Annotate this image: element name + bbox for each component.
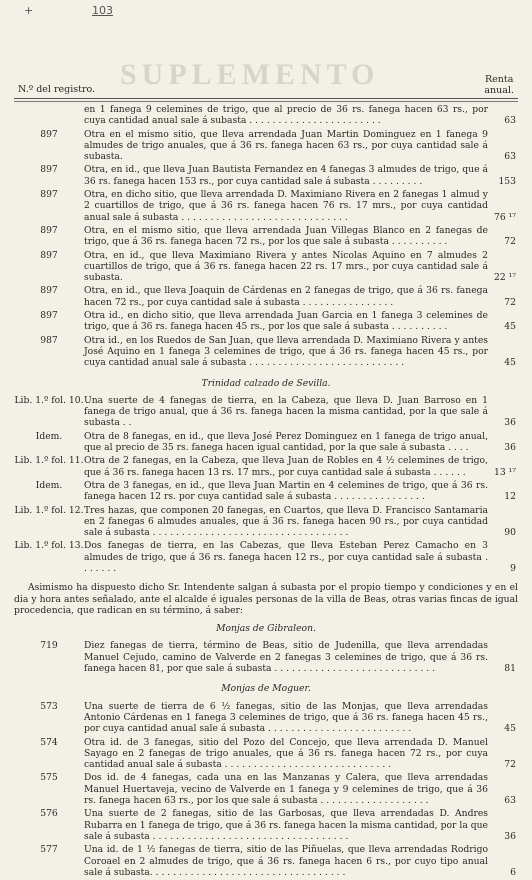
entry-register-number: 897 — [40, 128, 58, 140]
entry-text: Otra en el mismo sitio, que lleva arrendada Juan Martin Dominguez en 1 fanega 9 almudes de trigo anuales, que á 36 rs. fanega hacen 63 rs., por cuya cantidad sale á subasta. — [84, 128, 488, 163]
register-entry — [14, 189, 518, 223]
register-entry — [14, 285, 518, 308]
entry-text: Otra id., en dicho sitio, que lleva arrendada Juan Garcia en 1 fanega 3 celemines de trigo, que á 36 rs. fanega hacen 45 rs., por los que sale á subasta . . . . . . . . . . — [84, 310, 488, 333]
entry-text: Una id. de 1 ½ fanegas de tierra, sitio de las Piñuelas, que lleva arrendadas Rodrigo Coroael en 2 almudes de trigo, que á 36 rs. fanega hacen 6 rs., por cuyo tipo anual sale á subasta. . . . . . . . . . . . . . . . . . . . . . . . . . . . . . . . . . — [84, 844, 488, 878]
register-entry — [14, 455, 518, 478]
entry-register-number: 897 — [40, 249, 58, 261]
annual-rent-header-line1: Renta — [485, 74, 514, 85]
register-entry — [14, 737, 518, 771]
entry-text: Una suerte de 4 fanegas de tierra, en la Cabeza, que lleva D. Juan Barroso en 1 fanega de trigo anual, que á 36 rs. fanega hacen la misma cantidad, por la que sale á subasta . . — [84, 394, 488, 429]
header-rule — [14, 98, 518, 99]
entry-amount: 153 — [498, 175, 516, 187]
entry-amount: 36 — [504, 830, 516, 842]
entry-register-number: 575 — [40, 772, 58, 784]
entry-amount: 22 ¹⁷ — [494, 272, 516, 284]
entry-register-number: 576 — [40, 808, 58, 820]
entry-register-number: 719 — [40, 640, 58, 652]
entry-amount: 12 — [504, 491, 516, 503]
entry-text: Otra de 3 fanegas, en id., que lleva Juan Martin en 4 celemines de trigo, que á 36 rs. fanega hacen 12 rs. por cuya cantidad sale á subasta . . . . . . . . . . . . . . . . — [84, 479, 488, 503]
entry-text: Otra, en el mismo sitio, que lleva arrendada Juan Villegas Blanco en 2 fanegas de trigo, que á 36 rs. fanega hacen 72 rs., por los que sale á subasta . . . . . . . . . . — [84, 224, 488, 248]
document-body — [14, 104, 518, 880]
register-entry — [14, 701, 518, 735]
entry-text: Dos id. de 4 fanegas, cada una en las Manzanas y Calera, que lleva arrendadas Manuel Huertaveja, vecino de Valverde en 1 fanega y 9 celemines de trigo, que á 36 rs. fanega hacen 63 rs., por los que sale á subasta . . . . . . . . . . . . . . . . . . . — [84, 772, 488, 807]
register-entry — [14, 808, 518, 842]
entry-register-number: Lib. 1.º fol. 12. — [14, 504, 84, 516]
entry-register-number: 574 — [40, 736, 58, 748]
entry-text: Otra id. de 3 fanegas, sitio del Pozo del Concejo, que lleva arrendada D. Manuel Sayago en 2 fanegas de trigo anuales, que á 36 rs. fanega hacen 72 rs., por cuya cantidad anual sale á subasta . . . . . . . . . . . . . . . . . . . . . . . . . . . . . — [84, 736, 488, 771]
entry-text: Otra, en dicho sitio, que lleva arrendada D. Maximiano Rivera en 2 fanegas 1 almud y 2 cuartillos de trigo, que á 36 rs. fanega hacen 76 rs. 17 mrs., por cuya cantidad anual sale á subasta . . . . . . . . . . . . . . . . . . . . . . . . . . . . . — [84, 189, 488, 223]
entry-amount: 36 — [504, 442, 516, 454]
entry-text: Otra de 2 fanegas, en la Cabeza, que lleva Juan de Robles en 4 ½ celemines de trigo, que á 36 rs. fanega hacen 13 rs. 17 mrs., por cuya cantidad sale á subasta . . . . . . — [84, 455, 488, 478]
entry-amount: 36 — [504, 417, 516, 429]
header-rule-thin — [14, 101, 518, 102]
register-entry — [14, 250, 518, 284]
entry-amount: 6 — [510, 866, 516, 878]
section-heading-moguer: Monjas de Moguer. — [221, 683, 311, 695]
section-heading-gibraleon: Monjas de Gibraleon. — [216, 623, 316, 635]
register-entry — [14, 640, 518, 674]
register-entry — [14, 772, 518, 806]
entries-group-trinidad — [14, 395, 518, 576]
registry-number-header: N.º del registro. — [18, 84, 96, 95]
announcement-paragraph: Asimismo ha dispuesto dicho Sr. Intendente salgan á subasta por el propio tiempo y condiciones y en el dia y hora antes señalado, ante el alcalde é iguales personas de la villa de Beas, otras varias fincas de igual procedencia, que radican en su término, á saber: — [14, 582, 518, 616]
entry-text: Otra id., en los Ruedos de San Juan, que lleva arrendada D. Maximiano Rivera y antes José Aquino en 1 fanega 3 celemines de trigo, que á 36 rs. fanega hacen 45 rs., por cuya cantidad anual sale á subasta . . . . . . . . . . . . . . . . . . . . . . . . . . . — [84, 334, 488, 369]
entry-amount: 63 — [504, 151, 516, 163]
register-entry — [14, 540, 518, 574]
entry-amount: 72 — [504, 759, 516, 771]
register-entry — [14, 395, 518, 429]
entry-register-number: Idem. — [35, 430, 63, 442]
entry-amount: 76 ¹⁷ — [494, 211, 516, 223]
register-entry — [14, 505, 518, 539]
section-heading-trinidad: Trinidad calzado de Sevilla. — [201, 377, 331, 389]
register-entry — [14, 164, 518, 187]
entry-amount: 90 — [504, 527, 516, 539]
annual-rent-header-line2: anual. — [484, 85, 514, 96]
entry-register-number: 577 — [40, 844, 58, 856]
handwritten-mark: + — [24, 4, 34, 17]
entry-text: Una suerte de tierra de 6 ½ fanegas, sitio de las Monjas, que lleva arrendadas Antonio Cárdenas en 1 fanega 3 celemines de trigo, que á 36 rs. fanega hacen 45 rs., por cuya cantidad anual sale á subasta . . . . . . . . . . . . . . . . . . . . . . . . . — [84, 700, 488, 735]
annual-rent-header — [484, 74, 514, 96]
entry-amount: 72 — [504, 236, 516, 248]
register-entry — [14, 480, 518, 503]
register-entry — [14, 104, 518, 127]
register-entry — [14, 335, 518, 369]
entry-text: Otra de 8 fanegas, en id., que lleva José Perez Dominguez en 1 fanega de trigo anual, que al precio de 35 rs. fanega hacen igual cantidad, por la que sale á subasta . . . . — [84, 430, 488, 454]
entries-group-gibraleon — [14, 640, 518, 676]
entry-register-number: 897 — [40, 224, 58, 236]
entries-group-top — [14, 104, 518, 371]
watermark: SUPLEMENTO — [120, 58, 380, 91]
folio-number: 103 — [92, 4, 113, 17]
entry-amount: 13 ¹⁷ — [494, 466, 516, 478]
entry-register-number: Lib. 1.º fol. 13. — [14, 540, 84, 552]
entry-amount: 45 — [504, 723, 516, 735]
entry-text: Dos fanegas de tierra, en las Cabezas, que lleva Esteban Perez Camacho en 3 almudes de trigo, que á 36 rs. fanega hacen 12 rs., por cuya cantidad sale á subasta . . . . . . . — [84, 540, 488, 574]
entry-text: Otra, en id., que lleva Maximiano Rivera y antes Nicolas Aquino en 7 almudes 2 cuartillos de trigo, que á 36 rs. fanega hacen 22 rs. 17 mrs., por cuya cantidad sale á subasta. — [84, 249, 488, 284]
register-entry — [14, 431, 518, 454]
register-entry — [14, 129, 518, 163]
entry-register-number: Lib. 1.º fol. 11. — [14, 455, 84, 467]
register-entry — [14, 225, 518, 248]
entry-register-number: 897 — [40, 310, 58, 322]
entry-register-number: 573 — [40, 700, 58, 712]
entry-text: en 1 fanega 9 celemines de trigo, que al precio de 36 rs. fanega hacen 63 rs., por cuya cantidad anual sale á subasta . . . . . . . . . . . . . . . . . . . . . . . — [84, 104, 488, 127]
entry-amount: 45 — [504, 357, 516, 369]
entries-group-moguer — [14, 701, 518, 880]
entry-register-number: Idem. — [35, 479, 63, 491]
entry-register-number: 897 — [40, 164, 58, 176]
entry-amount: 9 — [510, 562, 516, 574]
register-entry — [14, 310, 518, 333]
entry-amount: 81 — [504, 663, 516, 675]
register-entry — [14, 844, 518, 878]
entry-amount: 72 — [504, 296, 516, 308]
entry-register-number: 897 — [40, 285, 58, 297]
entry-register-number: Lib. 1.º fol. 10. — [14, 394, 84, 406]
entry-amount: 45 — [504, 321, 516, 333]
entry-text: Tres hazas, que componen 20 fanegas, en Cuartos, que lleva D. Francisco Santamaria en 2 fanegas 6 almudes anuales, que á 36 rs. fanega hacen 90 rs., por cuya cantidad sale á subasta . . . . . . . . . . . . . . . . . . . . . . . . . . . . . . . . . . — [84, 504, 488, 539]
entry-amount: 63 — [504, 115, 516, 127]
entry-text: Una suerte de 2 fanegas, sitio de las Garbosas, que lleva arrendadas D. Andres Rubarra en 1 fanega de trigo, que á 36 rs. fanega hacen la misma cantidad, por la que sale á subasta . . . . . . . . . . . . . . . . . . . . . . . . . . . . . . . . . . — [84, 808, 488, 842]
entry-text: Diez fanegas de tierra, término de Beas, sitio de Judenilla, que lleva arrendadas Manuel Cejudo, camino de Valverde en 2 fanegas 3 celemines de trigo, que á 36 rs. fanega hacen 81, por que sale á subasta . . . . . . . . . . . . . . . . . . . . . . . . . . . . — [84, 640, 488, 675]
entry-amount: 63 — [504, 795, 516, 807]
entry-register-number: 897 — [40, 189, 58, 201]
entry-register-number: 987 — [40, 334, 58, 346]
entry-text: Otra, en id., que lleva Joaquin de Cárdenas en 2 fanegas de trigo, que á 36 rs. fanega hacen 72 rs., por cuya cantidad sale á subasta . . . . . . . . . . . . . . . . — [84, 285, 488, 308]
entry-text: Otra, en id., que lleva Juan Bautista Fernandez en 4 fanegas 3 almudes de trigo, que á 36 rs. fanega hacen 153 rs., por cuya cantidad sale á subasta . . . . . . . . . — [84, 164, 488, 187]
